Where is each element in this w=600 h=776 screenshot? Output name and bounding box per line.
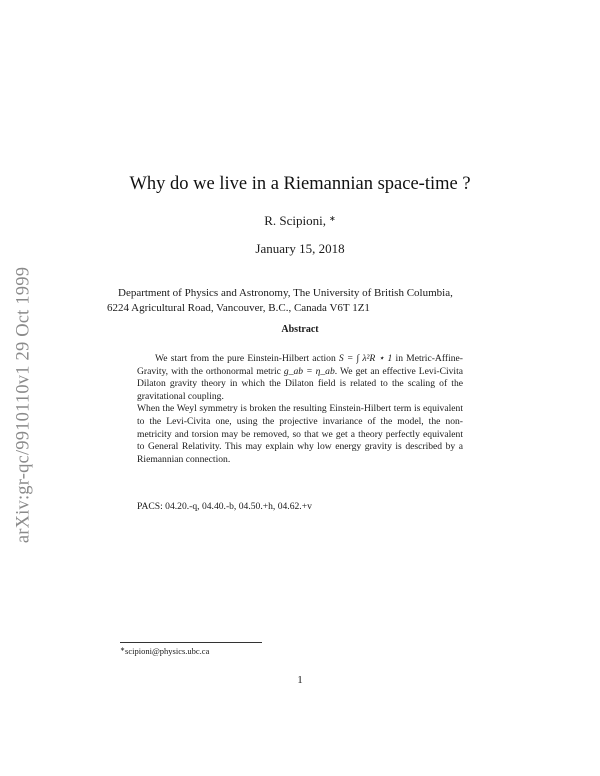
action-formula: S = ∫ λ²R ⋆ 1 xyxy=(338,353,393,364)
affiliation-line-1: Department of Physics and Astronomy, The University of British Columbia, xyxy=(118,287,453,299)
paper-date: January 15, 2018 xyxy=(255,241,345,256)
author-line xyxy=(0,213,600,229)
abstract-paragraph-1 xyxy=(137,353,463,403)
footnote-divider xyxy=(120,642,262,643)
affiliation-line-2: 6224 Agricultural Road, Vancouver, B.C., Canada V6T 1Z1 xyxy=(107,302,370,314)
author-name: R. Scipioni, xyxy=(264,213,327,228)
page-number: 1 xyxy=(297,674,303,686)
footnote xyxy=(120,646,209,656)
footnote-email: scipioni@physics.ubc.ca xyxy=(125,646,210,656)
arxiv-side-stamp xyxy=(4,212,44,598)
pacs-codes: PACS: 04.20.-q, 04.40.-b, 04.50.+h, 04.62.+v xyxy=(137,501,312,512)
footnote-marker: ∗ xyxy=(120,647,126,653)
abstract-text-1b: in Metric-Affine-Gravity, with the orthonormal metric xyxy=(137,353,463,377)
abstract-text-1a: We start from the pure Einstein-Hilbert action xyxy=(155,353,339,364)
arxiv-identifier: arXiv:gr-qc/9910110v1 29 Oct 1999 xyxy=(13,266,34,544)
abstract-heading: Abstract xyxy=(281,324,319,335)
abstract-body xyxy=(137,353,463,466)
abstract-text-1c: . We get an effective Levi-Civita Dilaton gravity theory in which the Dilaton field is related to the scaling of the gravitational coupling. xyxy=(137,365,464,402)
paper-title: Why do we live in a Riemannian space-time ? xyxy=(129,174,471,194)
abstract-paragraph-2: When the Weyl symmetry is broken the resulting Einstein-Hilbert term is equivalent to the Levi-Civita one, using the projective invariance of the model, the non-metricity and torsion may be removed, so that we get a theory perfectly equivalent to General Relativity. This may explain why low energy gravity is described by a Riemannian connection. xyxy=(137,403,463,465)
author-footnote-marker: ∗ xyxy=(329,214,336,223)
affiliation xyxy=(107,286,507,316)
metric-formula: g_ab = η_ab xyxy=(283,365,335,377)
